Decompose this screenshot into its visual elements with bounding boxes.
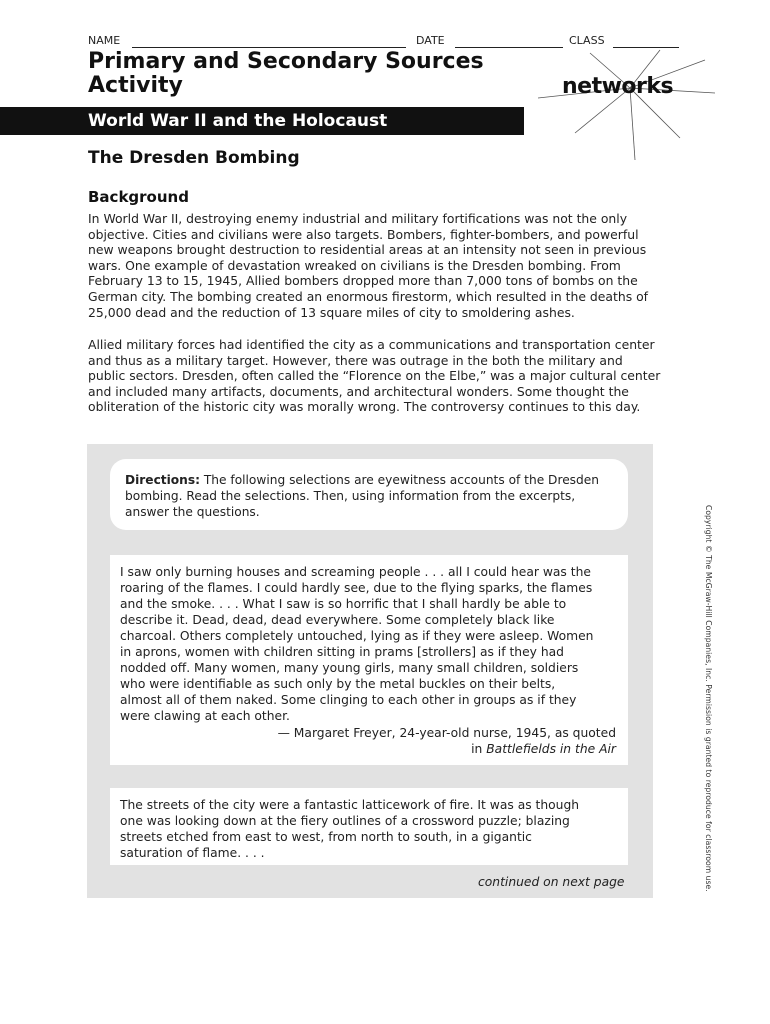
date-label: DATE	[416, 34, 445, 47]
title-line: Primary and Secondary Sources	[88, 49, 484, 74]
background-heading: Background	[88, 188, 189, 206]
text-line: In World War II, destroying enemy industrial and military fortifications was not the only	[88, 211, 628, 226]
excerpt-1-text	[120, 564, 593, 724]
text-line: answer the questions.	[125, 505, 260, 519]
text-line: I saw only burning houses and screaming people . . . all I could hear was the	[120, 565, 591, 579]
continued-note: continued on next page	[478, 875, 625, 889]
text-line: nodded off. Many women, many young girls, many small children, soldiers	[120, 661, 579, 675]
excerpt-card-2	[110, 788, 628, 865]
lesson-subtitle: The Dresden Bombing	[88, 148, 300, 168]
background-paragraph-2	[88, 337, 661, 415]
text-line: and thus as a military target. However, there was outrage in the both the military and	[88, 352, 623, 368]
text-line: Allied military forces had identified the city as a communications and transportation center	[88, 337, 655, 352]
text-line: obliteration of the historic city was morally wrong. The controversy continues to this day.	[88, 399, 641, 415]
text-line: February 13 to 15, 1945, Allied bombers dropped more than 7,000 tons of bombs on the	[88, 273, 638, 289]
text-line: were clawing at each other.	[120, 709, 290, 723]
copyright-notice: Copyright © The McGraw-Hill Companies, Inc. Permission is granted to reproduce for classroom use.	[704, 505, 713, 892]
text-line: and the smoke. . . . What I saw is so horrific that I shall hardly be able to	[120, 597, 567, 611]
class-label: CLASS	[569, 34, 605, 47]
text-line: in aprons, women with children sitting in prams [strollers] as if they had	[120, 645, 564, 659]
text-line: streets etched from east to west, from north to south, in a gigantic	[120, 830, 532, 844]
excerpt-card-1	[110, 555, 628, 765]
attribution-in: in	[471, 742, 483, 756]
worksheet-title	[88, 50, 528, 98]
text-line: who were identifiable as such only by the metal buckles on their belts,	[120, 677, 556, 691]
directions-label: Directions:	[125, 473, 200, 487]
text-line: objective. Cities and civilians were also targets. Bombers, fighter-bombers, and powerful	[88, 226, 639, 242]
name-label: NAME	[88, 34, 121, 47]
text-line: bombing. Read the selections. Then, using information from the excerpts,	[125, 489, 576, 503]
attribution-source: Battlefields in the Air	[486, 742, 616, 756]
attribution-line: — Margaret Freyer, 24-year-old nurse, 1945, as quoted	[277, 726, 616, 740]
banner-title: World War II and the Holocaust	[88, 111, 388, 131]
text-line: 25,000 dead and the reduction of 13 square miles of city to smoldering ashes.	[88, 304, 575, 320]
topic-banner	[0, 107, 524, 135]
text-line: The streets of the city were a fantastic latticework of fire. It was as though	[120, 798, 580, 812]
text-line: and included many artifacts, documents, and architectural wonders. Some thought the	[88, 383, 629, 399]
text-line: describe it. Dead, dead, dead everywhere. Some completely black like	[120, 613, 555, 627]
text-line: roaring of the flames. I could hardly see, due to the flying sparks, the flames	[120, 581, 593, 595]
excerpt-2-text	[120, 797, 579, 861]
text-line: saturation of flame. . . .	[120, 846, 265, 860]
text-line: The following selections are eyewitness accounts of the Dresden	[203, 473, 599, 487]
text-line: charcoal. Others completely untouched, lying as if they were asleep. Women	[120, 629, 594, 643]
networks-logo: networks	[562, 74, 674, 99]
text-line: one was looking down at the fiery outlines of a crossword puzzle; blazing	[120, 814, 570, 828]
title-line: Activity	[88, 73, 183, 98]
text-line: almost all of them naked. Some clinging to each other in groups as if they	[120, 693, 577, 707]
background-paragraph-1	[88, 211, 658, 320]
text-line: German city. The bombing created an enormous firestorm, which resulted in the deaths of	[88, 288, 649, 304]
logo-burst-graphic	[530, 48, 720, 163]
directions-box	[110, 459, 628, 530]
text-line: public sectors. Dresden, often called the “Florence on the Elbe,” was a major cultural center	[88, 368, 661, 384]
name-field[interactable]	[132, 47, 406, 48]
text-line: wars. One example of devastation wreaked on civilians is the Dresden bombing. From	[88, 257, 621, 273]
text-line: new weapons brought destruction to residential areas at an intensity not seen in previous	[88, 242, 647, 258]
excerpt-1-attribution	[278, 725, 616, 757]
